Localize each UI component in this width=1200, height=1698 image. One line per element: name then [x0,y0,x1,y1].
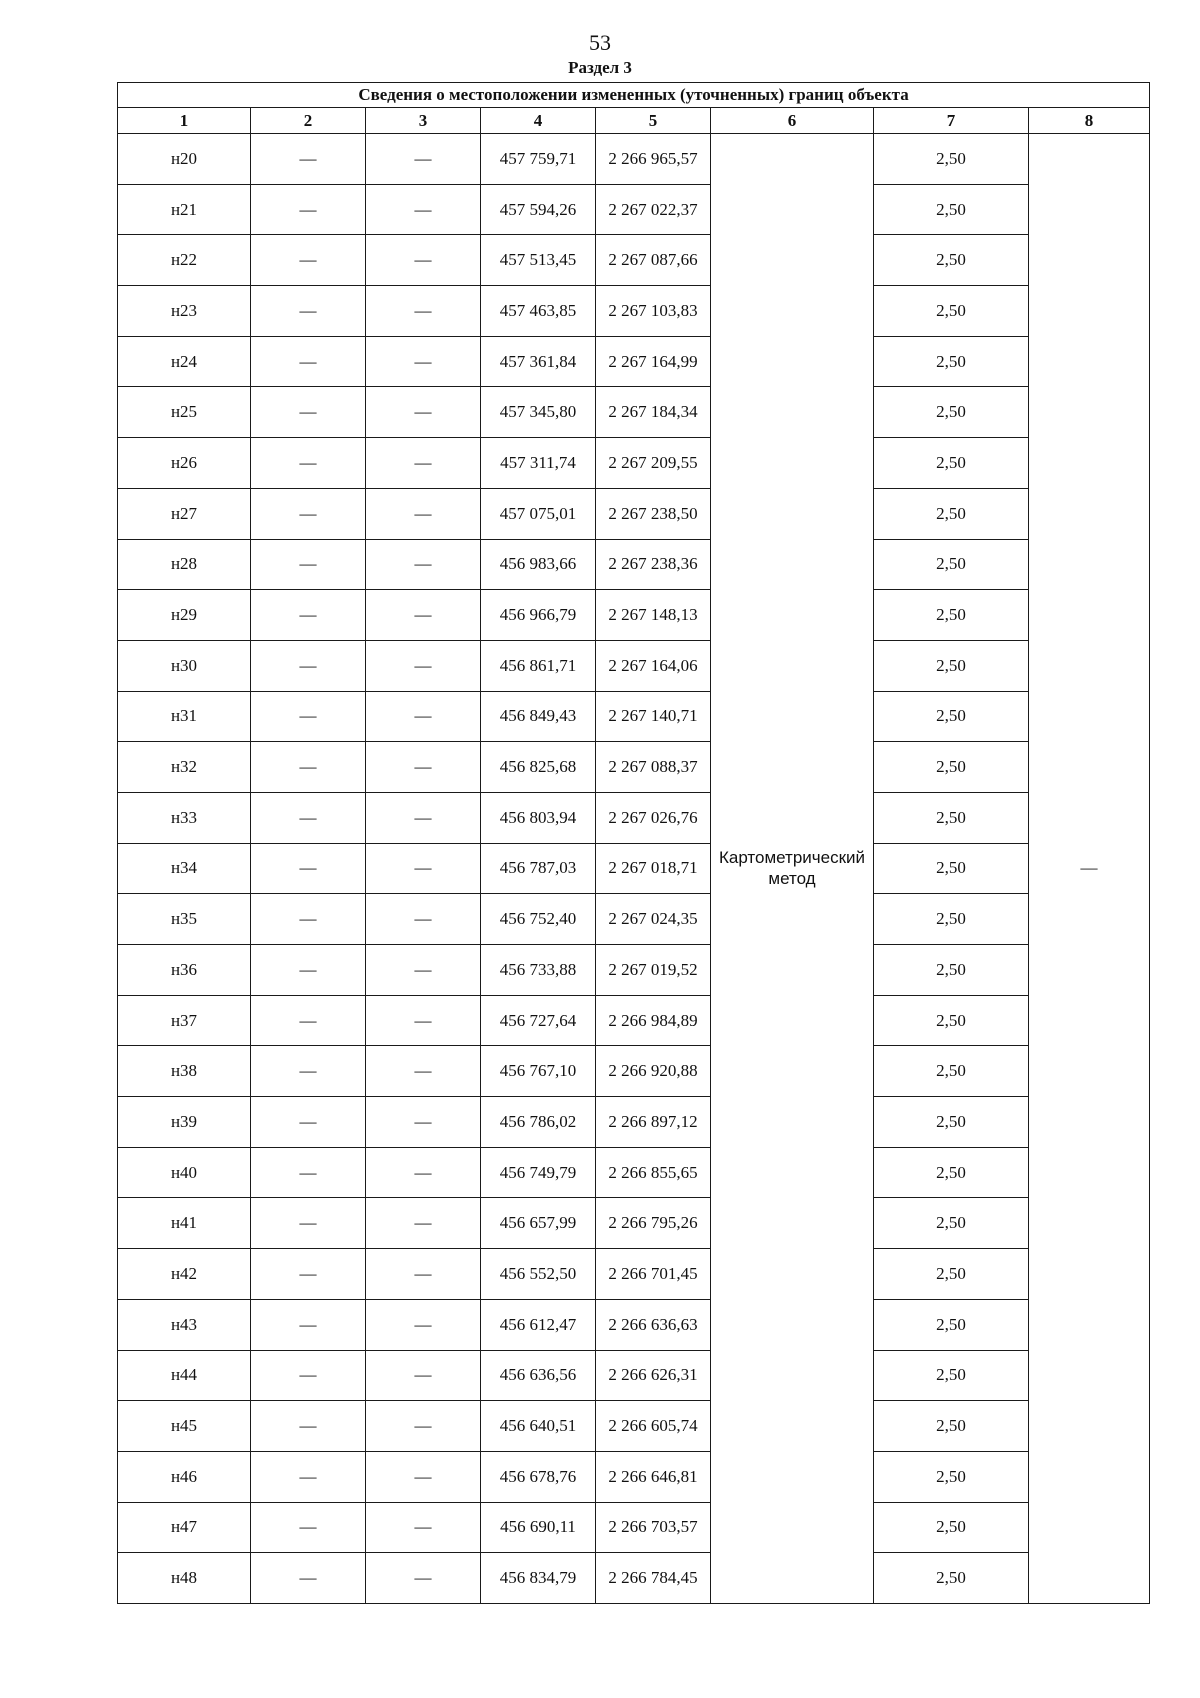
point-name-cell: н39 [118,1097,251,1148]
y-coordinate-cell: 2 267 019,52 [596,945,711,996]
column-3-cell: — [366,995,481,1046]
column-number-2: 2 [251,108,366,134]
table-row [118,742,1150,793]
column-3-cell: — [366,691,481,742]
x-coordinate-cell: 456 825,68 [481,742,596,793]
accuracy-cell: 2,50 [874,1451,1029,1502]
x-coordinate-cell: 456 636,56 [481,1350,596,1401]
y-coordinate-cell: 2 267 022,37 [596,184,711,235]
y-coordinate-cell: 2 266 626,31 [596,1350,711,1401]
table-row [118,1299,1150,1350]
x-coordinate-cell: 456 727,64 [481,995,596,1046]
column-3-cell: — [366,488,481,539]
accuracy-cell: 2,50 [874,184,1029,235]
x-coordinate-cell: 456 612,47 [481,1299,596,1350]
column-2-cell: — [251,995,366,1046]
table-row [118,1198,1150,1249]
point-name-cell: н46 [118,1451,251,1502]
table-row [118,488,1150,539]
x-coordinate-cell: 457 345,80 [481,387,596,438]
y-coordinate-cell: 2 266 855,65 [596,1147,711,1198]
y-coordinate-cell: 2 267 088,37 [596,742,711,793]
y-coordinate-cell: 2 266 605,74 [596,1401,711,1452]
point-name-cell: н32 [118,742,251,793]
y-coordinate-cell: 2 266 965,57 [596,134,711,185]
accuracy-cell: 2,50 [874,1249,1029,1300]
method-cell: Картометрический метод [711,134,874,1604]
column-2-cell: — [251,286,366,337]
column-3-cell: — [366,1198,481,1249]
point-name-cell: н38 [118,1046,251,1097]
column-3-cell: — [366,640,481,691]
accuracy-cell: 2,50 [874,691,1029,742]
x-coordinate-cell: 456 749,79 [481,1147,596,1198]
point-name-cell: н44 [118,1350,251,1401]
accuracy-cell: 2,50 [874,995,1029,1046]
point-name-cell: н27 [118,488,251,539]
point-name-cell: н34 [118,843,251,894]
y-coordinate-cell: 2 267 184,34 [596,387,711,438]
accuracy-cell: 2,50 [874,1299,1029,1350]
table-row [118,1350,1150,1401]
x-coordinate-cell: 456 733,88 [481,945,596,996]
point-name-cell: н37 [118,995,251,1046]
column-3-cell: — [366,184,481,235]
x-coordinate-cell: 456 552,50 [481,1249,596,1300]
table-row [118,640,1150,691]
table-row [118,1401,1150,1452]
column-2-cell: — [251,1097,366,1148]
x-coordinate-cell: 456 803,94 [481,792,596,843]
accuracy-cell: 2,50 [874,640,1029,691]
point-name-cell: н20 [118,134,251,185]
table-row [118,995,1150,1046]
table-row [118,1097,1150,1148]
x-coordinate-cell: 456 767,10 [481,1046,596,1097]
column-3-cell: — [366,235,481,286]
column-number-6: 6 [711,108,874,134]
column-3-cell: — [366,1046,481,1097]
x-coordinate-cell: 456 786,02 [481,1097,596,1148]
table-row [118,843,1150,894]
y-coordinate-cell: 2 267 087,66 [596,235,711,286]
column-2-cell: — [251,1553,366,1604]
accuracy-cell: 2,50 [874,1046,1029,1097]
table-row [118,945,1150,996]
column-3-cell: — [366,387,481,438]
point-name-cell: н30 [118,640,251,691]
y-coordinate-cell: 2 267 140,71 [596,691,711,742]
table-row [118,286,1150,337]
y-coordinate-cell: 2 267 148,13 [596,590,711,641]
table-row [118,1249,1150,1300]
point-name-cell: н22 [118,235,251,286]
point-name-cell: н31 [118,691,251,742]
column-3-cell: — [366,792,481,843]
accuracy-cell: 2,50 [874,488,1029,539]
x-coordinate-cell: 457 513,45 [481,235,596,286]
x-coordinate-cell: 456 834,79 [481,1553,596,1604]
column-2-cell: — [251,1046,366,1097]
y-coordinate-cell: 2 267 164,06 [596,640,711,691]
point-name-cell: н40 [118,1147,251,1198]
x-coordinate-cell: 456 966,79 [481,590,596,641]
column-2-cell: — [251,792,366,843]
table-row [118,387,1150,438]
accuracy-cell: 2,50 [874,1553,1029,1604]
point-name-cell: н21 [118,184,251,235]
table-row [118,1147,1150,1198]
accuracy-cell: 2,50 [874,387,1029,438]
column-2-cell: — [251,843,366,894]
point-name-cell: н23 [118,286,251,337]
column-number-3: 3 [366,108,481,134]
column-2-cell: — [251,438,366,489]
table-row [118,590,1150,641]
y-coordinate-cell: 2 266 646,81 [596,1451,711,1502]
column-3-cell: — [366,1299,481,1350]
column-3-cell: — [366,1350,481,1401]
column-2-cell: — [251,1350,366,1401]
accuracy-cell: 2,50 [874,590,1029,641]
column-3-cell: — [366,438,481,489]
accuracy-cell: 2,50 [874,286,1029,337]
x-coordinate-cell: 456 787,03 [481,843,596,894]
point-name-cell: н28 [118,539,251,590]
y-coordinate-cell: 2 266 984,89 [596,995,711,1046]
y-coordinate-cell: 2 267 238,50 [596,488,711,539]
point-name-cell: н24 [118,336,251,387]
x-coordinate-cell: 456 849,43 [481,691,596,742]
accuracy-cell: 2,50 [874,336,1029,387]
point-name-cell: н26 [118,438,251,489]
x-coordinate-cell: 456 640,51 [481,1401,596,1452]
column-2-cell: — [251,691,366,742]
point-name-cell: н36 [118,945,251,996]
section-title: Раздел 3 [568,58,632,77]
column-3-cell: — [366,894,481,945]
table-row [118,184,1150,235]
x-coordinate-cell: 456 861,71 [481,640,596,691]
table-row [118,691,1150,742]
x-coordinate-cell: 457 594,26 [481,184,596,235]
x-coordinate-cell: 456 983,66 [481,539,596,590]
column-2-cell: — [251,1401,366,1452]
table-row [118,1451,1150,1502]
accuracy-cell: 2,50 [874,843,1029,894]
point-name-cell: н29 [118,590,251,641]
y-coordinate-cell: 2 267 024,35 [596,894,711,945]
accuracy-cell: 2,50 [874,1097,1029,1148]
point-name-cell: н25 [118,387,251,438]
column-3-cell: — [366,843,481,894]
column-2-cell: — [251,1198,366,1249]
table-row [118,134,1150,185]
table-caption: Сведения о местоположении измененных (уточненных) границ объекта [118,83,1150,108]
column-3-cell: — [366,1097,481,1148]
accuracy-cell: 2,50 [874,742,1029,793]
accuracy-cell: 2,50 [874,1502,1029,1553]
y-coordinate-cell: 2 267 238,36 [596,539,711,590]
column-3-cell: — [366,945,481,996]
accuracy-cell: 2,50 [874,235,1029,286]
y-coordinate-cell: 2 267 103,83 [596,286,711,337]
y-coordinate-cell: 2 266 784,45 [596,1553,711,1604]
column-3-cell: — [366,539,481,590]
x-coordinate-cell: 456 678,76 [481,1451,596,1502]
column-3-cell: — [366,742,481,793]
column-3-cell: — [366,336,481,387]
point-name-cell: н45 [118,1401,251,1452]
table-body [118,134,1150,1604]
point-name-cell: н35 [118,894,251,945]
y-coordinate-cell: 2 266 703,57 [596,1502,711,1553]
accuracy-cell: 2,50 [874,945,1029,996]
column-number-row [118,108,1150,134]
y-coordinate-cell: 2 267 026,76 [596,792,711,843]
y-coordinate-cell: 2 266 701,45 [596,1249,711,1300]
x-coordinate-cell: 457 463,85 [481,286,596,337]
y-coordinate-cell: 2 267 209,55 [596,438,711,489]
column-number-7: 7 [874,108,1029,134]
column-2-cell: — [251,1451,366,1502]
table-row [118,235,1150,286]
accuracy-cell: 2,50 [874,134,1029,185]
accuracy-cell: 2,50 [874,438,1029,489]
column-3-cell: — [366,590,481,641]
table-row [118,1046,1150,1097]
column-2-cell: — [251,387,366,438]
column-3-cell: — [366,1502,481,1553]
column-2-cell: — [251,1249,366,1300]
column-number-1: 1 [118,108,251,134]
column-2-cell: — [251,539,366,590]
column-2-cell: — [251,1502,366,1553]
x-coordinate-cell: 457 311,74 [481,438,596,489]
y-coordinate-cell: 2 266 795,26 [596,1198,711,1249]
column-number-4: 4 [481,108,596,134]
column-2-cell: — [251,134,366,185]
column-2-cell: — [251,184,366,235]
column-2-cell: — [251,742,366,793]
x-coordinate-cell: 456 690,11 [481,1502,596,1553]
column-3-cell: — [366,1249,481,1300]
accuracy-cell: 2,50 [874,792,1029,843]
point-name-cell: н33 [118,792,251,843]
point-name-cell: н41 [118,1198,251,1249]
point-name-cell: н43 [118,1299,251,1350]
column-3-cell: — [366,286,481,337]
column-3-cell: — [366,134,481,185]
accuracy-cell: 2,50 [874,1198,1029,1249]
accuracy-cell: 2,50 [874,894,1029,945]
table-row [118,1502,1150,1553]
y-coordinate-cell: 2 267 164,99 [596,336,711,387]
x-coordinate-cell: 457 759,71 [481,134,596,185]
point-name-cell: н42 [118,1249,251,1300]
column-number-5: 5 [596,108,711,134]
table-row [118,1553,1150,1604]
accuracy-cell: 2,50 [874,1147,1029,1198]
x-coordinate-cell: 456 657,99 [481,1198,596,1249]
point-name-cell: н48 [118,1553,251,1604]
point-name-cell: н47 [118,1502,251,1553]
y-coordinate-cell: 2 266 636,63 [596,1299,711,1350]
column-2-cell: — [251,590,366,641]
y-coordinate-cell: 2 266 920,88 [596,1046,711,1097]
column-3-cell: — [366,1401,481,1452]
column-2-cell: — [251,894,366,945]
column-2-cell: — [251,235,366,286]
column-2-cell: — [251,488,366,539]
accuracy-cell: 2,50 [874,1350,1029,1401]
column-2-cell: — [251,640,366,691]
column-3-cell: — [366,1553,481,1604]
table-row [118,539,1150,590]
table-row [118,438,1150,489]
column-3-cell: — [366,1147,481,1198]
page-number: 53 [589,30,611,55]
table-row [118,336,1150,387]
accuracy-cell: 2,50 [874,539,1029,590]
column-2-cell: — [251,336,366,387]
boundary-coordinates-table [117,82,1150,1604]
column-number-8: 8 [1029,108,1150,134]
y-coordinate-cell: 2 267 018,71 [596,843,711,894]
table-row [118,792,1150,843]
y-coordinate-cell: 2 266 897,12 [596,1097,711,1148]
x-coordinate-cell: 457 361,84 [481,336,596,387]
column-2-cell: — [251,1299,366,1350]
column-8-cell: — [1029,134,1150,1604]
column-2-cell: — [251,945,366,996]
column-3-cell: — [366,1451,481,1502]
accuracy-cell: 2,50 [874,1401,1029,1452]
column-2-cell: — [251,1147,366,1198]
table-row [118,894,1150,945]
x-coordinate-cell: 456 752,40 [481,894,596,945]
x-coordinate-cell: 457 075,01 [481,488,596,539]
